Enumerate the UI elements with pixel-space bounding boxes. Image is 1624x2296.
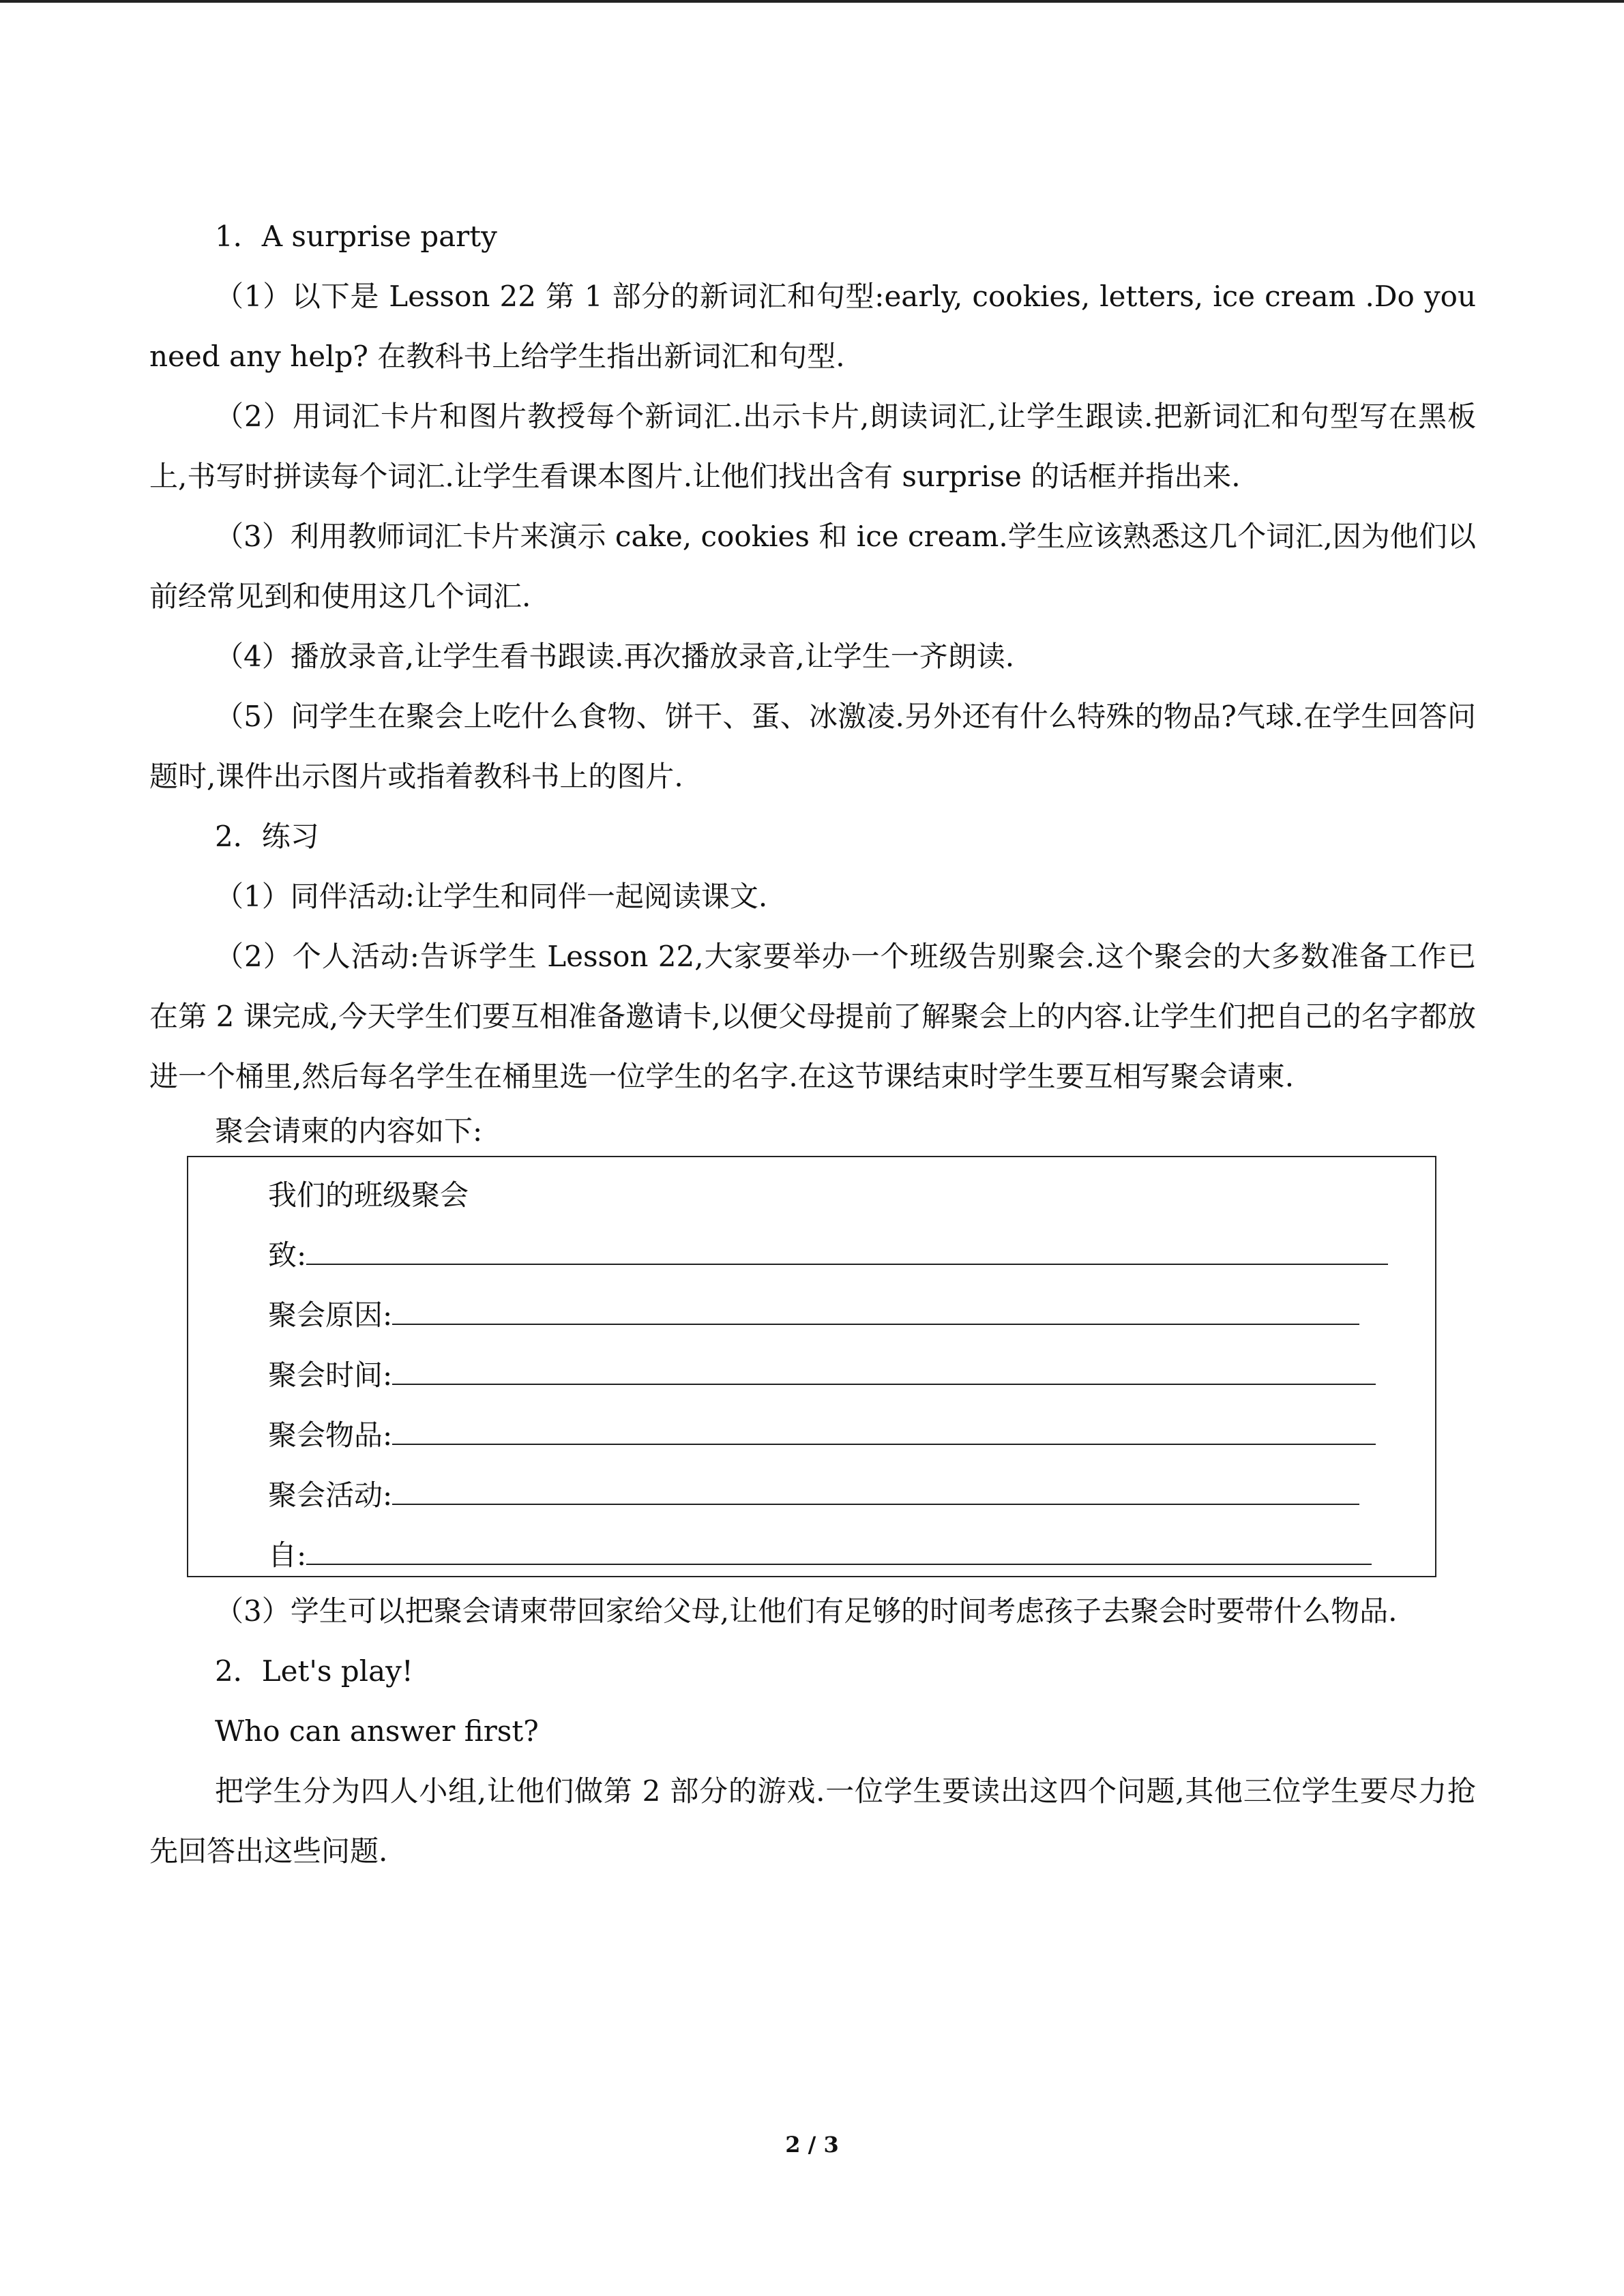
invitation-field-label: 自: — [268, 1538, 307, 1572]
invitation-field-label: 聚会原因: — [268, 1298, 393, 1332]
section-1-paragraph-1: （1）以下是 Lesson 22 第 1 部分的新词汇和句型:early, cookies, letters, ice cream .Do you need any help? 在教科书上给学生指出新词汇和句型. — [149, 280, 1476, 373]
page-number: 2 / 3 — [785, 2132, 839, 2158]
invitation-card — [187, 1156, 1436, 1577]
invitation-title-text: 我们的班级聚会 — [268, 1178, 469, 1212]
invitation-intro: 聚会请柬的内容如下: — [215, 1114, 483, 1148]
blank-line — [392, 1289, 1359, 1325]
invitation-field-items — [268, 1405, 1435, 1465]
section-3-paragraph-1: 把学生分为四人小组,让他们做第 2 部分的游戏.一位学生要读出这四个问题,其他三位学生要尽力抢先回答出这些问题. — [149, 1774, 1476, 1868]
section-2-heading: 2．练习 — [215, 820, 319, 853]
blank-line — [392, 1410, 1376, 1445]
invitation-field-activities — [268, 1465, 1435, 1525]
invitation-field-to — [268, 1225, 1435, 1285]
section-2-paragraph-3: （3）学生可以把聚会请柬带回家给父母,让他们有足够的时间考虑孩子去聚会时要带什么物品. — [215, 1594, 1398, 1628]
section-3-heading: 2．Let's play! — [215, 1654, 413, 1688]
section-2-paragraph-2: （2）个人活动:告诉学生 Lesson 22,大家要举办一个班级告别聚会.这个聚会的大多数准备工作已在第 2 课完成,今天学生们要互相准备邀请卡,以便父母提前了解聚会上的内容.让学生们把自己的名字都放进一个桶里,然后每名学生在桶里选一位学生的名字.在这节课结束时学生要互相写聚会请柬. — [149, 940, 1476, 1093]
invitation-field-time — [268, 1345, 1435, 1405]
invitation-field-label: 聚会时间: — [268, 1358, 393, 1392]
blank-line — [392, 1470, 1359, 1505]
blank-line — [392, 1350, 1376, 1385]
section-3-subheading: Who can answer first? — [215, 1714, 539, 1748]
section-1-heading: 1．A surprise party — [215, 220, 497, 253]
blank-line — [306, 1530, 1372, 1565]
invitation-field-label: 聚会物品: — [268, 1418, 393, 1452]
section-1-paragraph-3: （3）利用教师词汇卡片来演示 cake, cookies 和 ice cream.学生应该熟悉这几个词汇,因为他们以前经常见到和使用这几个词汇. — [149, 520, 1476, 613]
invitation-field-from — [268, 1525, 1435, 1585]
invitation-title — [268, 1165, 1435, 1225]
invitation-field-reason — [268, 1285, 1435, 1345]
invitation-field-label: 聚会活动: — [268, 1478, 393, 1512]
top-border-line — [0, 0, 1624, 3]
section-2-paragraph-1: （1）同伴活动:让学生和同伴一起阅读课文. — [215, 880, 768, 913]
section-1-paragraph-5: （5）问学生在聚会上吃什么食物、饼干、蛋、冰激凌.另外还有什么特殊的物品?气球.在学生回答问题时,课件出示图片或指着教科书上的图片. — [149, 700, 1476, 793]
section-1-paragraph-4: （4）播放录音,让学生看书跟读.再次播放录音,让学生一齐朗读. — [215, 640, 1015, 673]
section-1-paragraph-2: （2）用词汇卡片和图片教授每个新词汇.出示卡片,朗读词汇,让学生跟读.把新词汇和句型写在黑板上,书写时拼读每个词汇.让学生看课本图片.让他们找出含有 surprise 的话框并指出来. — [149, 400, 1476, 493]
invitation-field-label: 致: — [268, 1238, 307, 1272]
blank-line — [306, 1229, 1388, 1265]
document-body — [149, 207, 1476, 1881]
